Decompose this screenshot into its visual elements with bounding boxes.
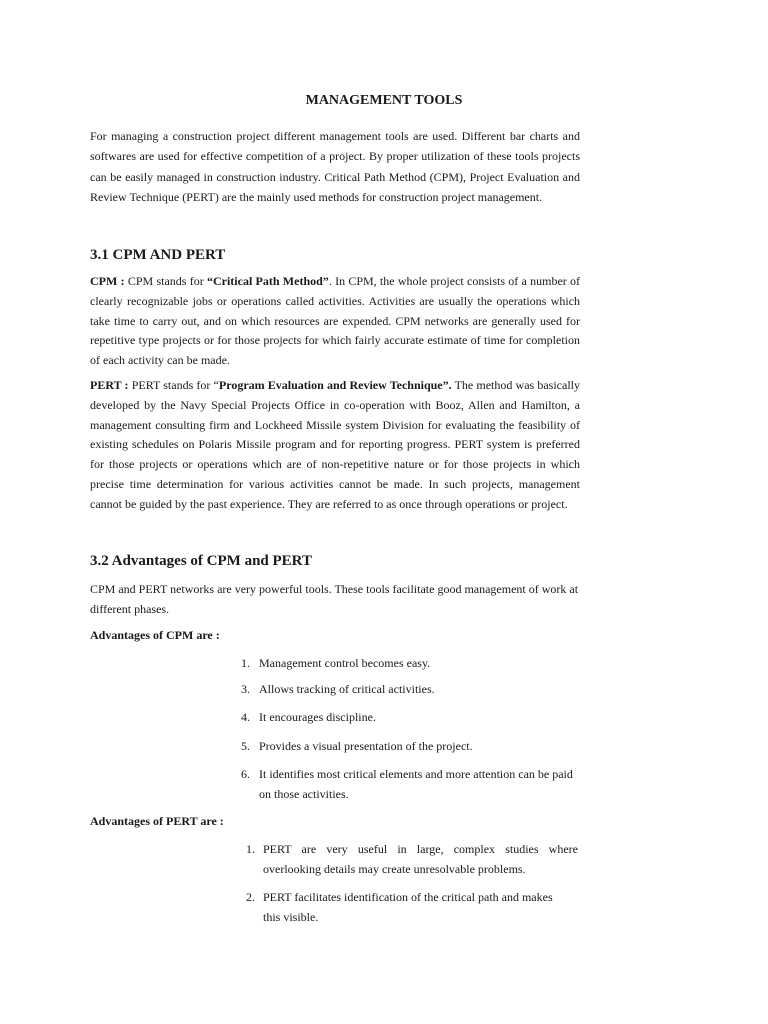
cpm-term: “Critical Path Method” <box>206 274 329 288</box>
list-item-number: 2. <box>246 890 255 904</box>
list-item-text: Allows tracking of critical activities. <box>259 682 435 696</box>
pert-lead: PERT stands for “ <box>131 378 219 392</box>
list-item-number: 4. <box>241 710 250 724</box>
list-item-text: It encourages discipline. <box>259 710 376 724</box>
list-item-number: 6. <box>241 767 250 781</box>
list-item-number: 3. <box>241 682 250 696</box>
list-item-text: PERT are very useful in large, complex studies where overlooking details may create unresolvable problems. <box>263 842 578 876</box>
intro-paragraph: For managing a construction project different management tools are used. Different bar charts and softwares are used for effective competition of a project. By proper utilization of these tools projects can be easily managed in construction industry. Critical Path Method (CPM), Project Evaluation and Review Technique (PERT) are the mainly used methods for construction project management. <box>90 129 580 204</box>
list-item-text: It identifies most critical elements and more attention can be paid on those activities. <box>259 767 573 801</box>
section-heading-cpm-pert: 3.1 CPM AND PERT <box>90 247 226 263</box>
section-heading-advantages: 3.2 Advantages of CPM and PERT <box>90 553 312 569</box>
cpm-paragraph <box>90 272 580 371</box>
cpm-lead: CPM stands for <box>127 274 207 288</box>
list-item-text: Management control becomes easy. <box>259 656 431 670</box>
cpm-label: CPM : <box>90 274 125 288</box>
cpm-body: . In CPM, the whole project consists of a number of clearly recognizable jobs or operations called activities. Activities are usually the operations which take time to carry out, and on which resources are expended. CPM networks are generally used for repetitive type projects or for those projects for which fairly accurate estimate of time for completion of each activity can be made. <box>90 274 581 368</box>
pert-label: PERT : <box>90 378 129 392</box>
list-item-number: 1. <box>246 842 255 856</box>
pert-paragraph <box>90 376 580 515</box>
page-title: MANAGEMENT TOOLS <box>305 93 463 108</box>
pert-term: Program Evaluation and Review Technique”. <box>218 378 452 392</box>
pert-body: The method was basically developed by the Navy Special Projects Office in co-operation with Booz, Allen and Hamilton, a management consulting firm and Lockheed Missile system Division for evaluating the feasibility of existing schedules on Polaris Missile program and for reporting progress. PERT system is preferred for those projects or operations which are of non-repetitive nature or for those projects in which precise time determination for various activities cannot be made. In such projects, management cannot be guided by the past experience. They are referred to as once through operations or project. <box>90 378 581 511</box>
pert-advantages-label: Advantages of PERT are : <box>90 814 224 828</box>
list-item-number: 5. <box>241 739 250 753</box>
advantages-intro: CPM and PERT networks are very powerful tools. These tools facilitate good management of work at different phases. <box>90 582 579 616</box>
list-item-text: Provides a visual presentation of the project. <box>259 739 473 753</box>
list-item-text: PERT facilitates identification of the critical path and makes this visible. <box>263 890 553 924</box>
cpm-advantages-label: Advantages of CPM are : <box>90 628 220 642</box>
list-item-number: 1. <box>241 656 250 670</box>
